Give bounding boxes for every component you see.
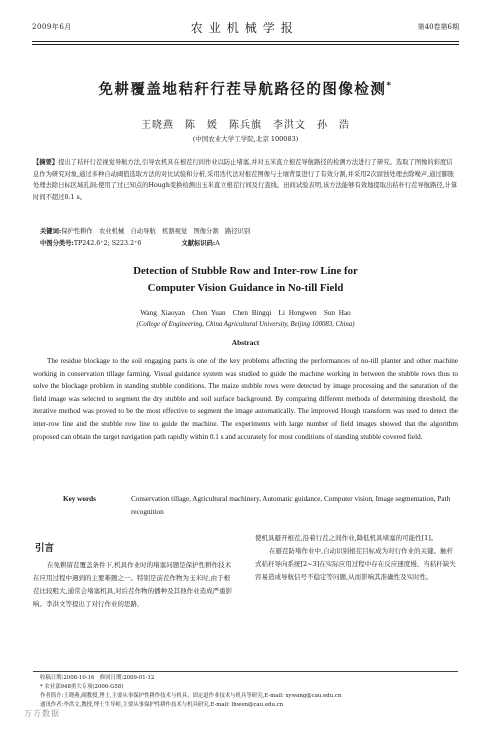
cn-keywords: 关键词:保护性耕作 农业机械 自动导航 机器视觉 图像分割 路径识别 bbox=[40, 228, 251, 235]
intro-right-column: 使机具避开根茬,沿着行茬之间作业,降低机具堵塞的可能性[1]。 在避茬防堵作业中,自动识别根茬目标成为对行作业的关键。触杆式秸秆导向系统[2~3]在实际应用过程中存在反应速度慢、当秸秆缺失容易造成导航信号不稳定等问题,从而影响其准确性及实时性。 bbox=[255, 534, 456, 581]
abstract-heading: Abstract bbox=[231, 338, 260, 347]
english-keywords: Key words Conservation tillage, Agricultural machinery, Automatic guidance, Computer vision, Image segmentation, Path recognition bbox=[63, 495, 451, 516]
header-rule-bottom bbox=[32, 44, 459, 45]
footnote-received: 收稿日期:2008-10-16 修回日期:2009-01-12 bbox=[40, 675, 155, 681]
running-header bbox=[32, 12, 459, 42]
footnote-author: 作者简介:王晓燕,副教授,博士,主要从事保护性耕作技术与机具、固定道作业技术与机具等研究,E-mail: xywang@cau.edu.cn bbox=[40, 693, 342, 699]
issue-date: 2009年6月 bbox=[32, 23, 72, 31]
chinese-abstract bbox=[33, 157, 458, 203]
footnote-funding: * 农业部948重大专项(2006-G58) bbox=[40, 684, 124, 690]
journal-name: 农业机械学报 bbox=[190, 20, 299, 35]
abstract-label: 【摘要】 bbox=[33, 159, 59, 166]
english-title: Detection of Stubble Row and Inter-row Line for Computer Vision Guidance in No-till Field bbox=[133, 265, 358, 294]
header-rule-top bbox=[32, 41, 459, 42]
author-list: 王晓燕 陈 媛 陈兵旗 李洪文 孙 浩 bbox=[141, 120, 350, 131]
english-authors: Wang Xiaoyan Chen Yuan Chen Bingqi Li Hongwen Sun Hao bbox=[140, 309, 351, 317]
footnote-corresponding: 通讯作者:李洪文,教授,博士生导师,主要从事保护性耕作技术与机具研究,E-mail: lhwen@cau.edu.cn bbox=[40, 702, 284, 708]
footnote-rule bbox=[33, 671, 458, 672]
section-heading-intro: 引言 bbox=[35, 543, 55, 554]
abstract-text: 提出了秸秆行茬视觉导航方法,引导农机具在根茬行间作业以防止堵塞,并对玉米直立根茬导航路径的检测方法进行了研究。选取了图像的彩度信息作为研究对象,通过多种自动阈值选取方法的对比试验和分析,采用迭代法对根茬图像与土壤背景进行了有效分割,并采用2次腐蚀处理去除噪声,通过膨胀处理去除日标区域孔洞;使用了过已知点的Hough变换检测出玉米直立根茬行间及行直线。田间试验表明,该方法能够有效地提取出秸秆行茬导航路径,计算时间不超过0.1 s。 bbox=[33, 159, 458, 201]
english-affiliation: (College of Engineering, China Agricultural University, Beijing 100083, China) bbox=[136, 321, 355, 328]
affiliation: (中国农业大学工学院,北京 100083) bbox=[192, 135, 299, 143]
intro-left-column: 在免耕留茬覆盖条件下,机具作业时的堵塞问题是保护性耕作技术在应用过程中遇到的主要难题之一。特别是前茬作物为玉米时,由于根茬比较粗大,通常会堵塞机具,对后茬作物的播种及其他作业造成严重影响。李洪文等提出了对行作业的思路, bbox=[33, 561, 233, 608]
paper-title: 免耕覆盖地秸秆行茬导航路径的图像检测* bbox=[98, 81, 393, 98]
english-abstract: The residue blockage to the soil engaging parts is one of the key problems affecting the performances of no-till planter and other machine working in conservation tillage farming. Visual guidance system was studied to guide the machine working in between the stubble rows thus to solve the blockage problem in standing stubble conditions. The maize stubble rows were detected by image processing and the saturation of the field image was selected to segment the dry stubble and soil surface background. By comparing different methods of determining threshold, the iterative method was proved to be the most effective to segment the image automatically. The improved Hough transform was used to detect the inter-row line and the stubble row line to guide the machine. The experiments with large number of field images showed that the algorithm proposed can obtain the target navigation path rapidly within 0.1 s and accurately for most conditions of standing stubble covered field. bbox=[33, 357, 458, 441]
classification-line: 中图分类号:TP242.6⁺2; S223.2⁺6 文献标识码:A bbox=[40, 240, 220, 247]
watermark: 万方数据 bbox=[24, 709, 60, 718]
volume-issue: 第40卷第6期 bbox=[417, 23, 459, 31]
